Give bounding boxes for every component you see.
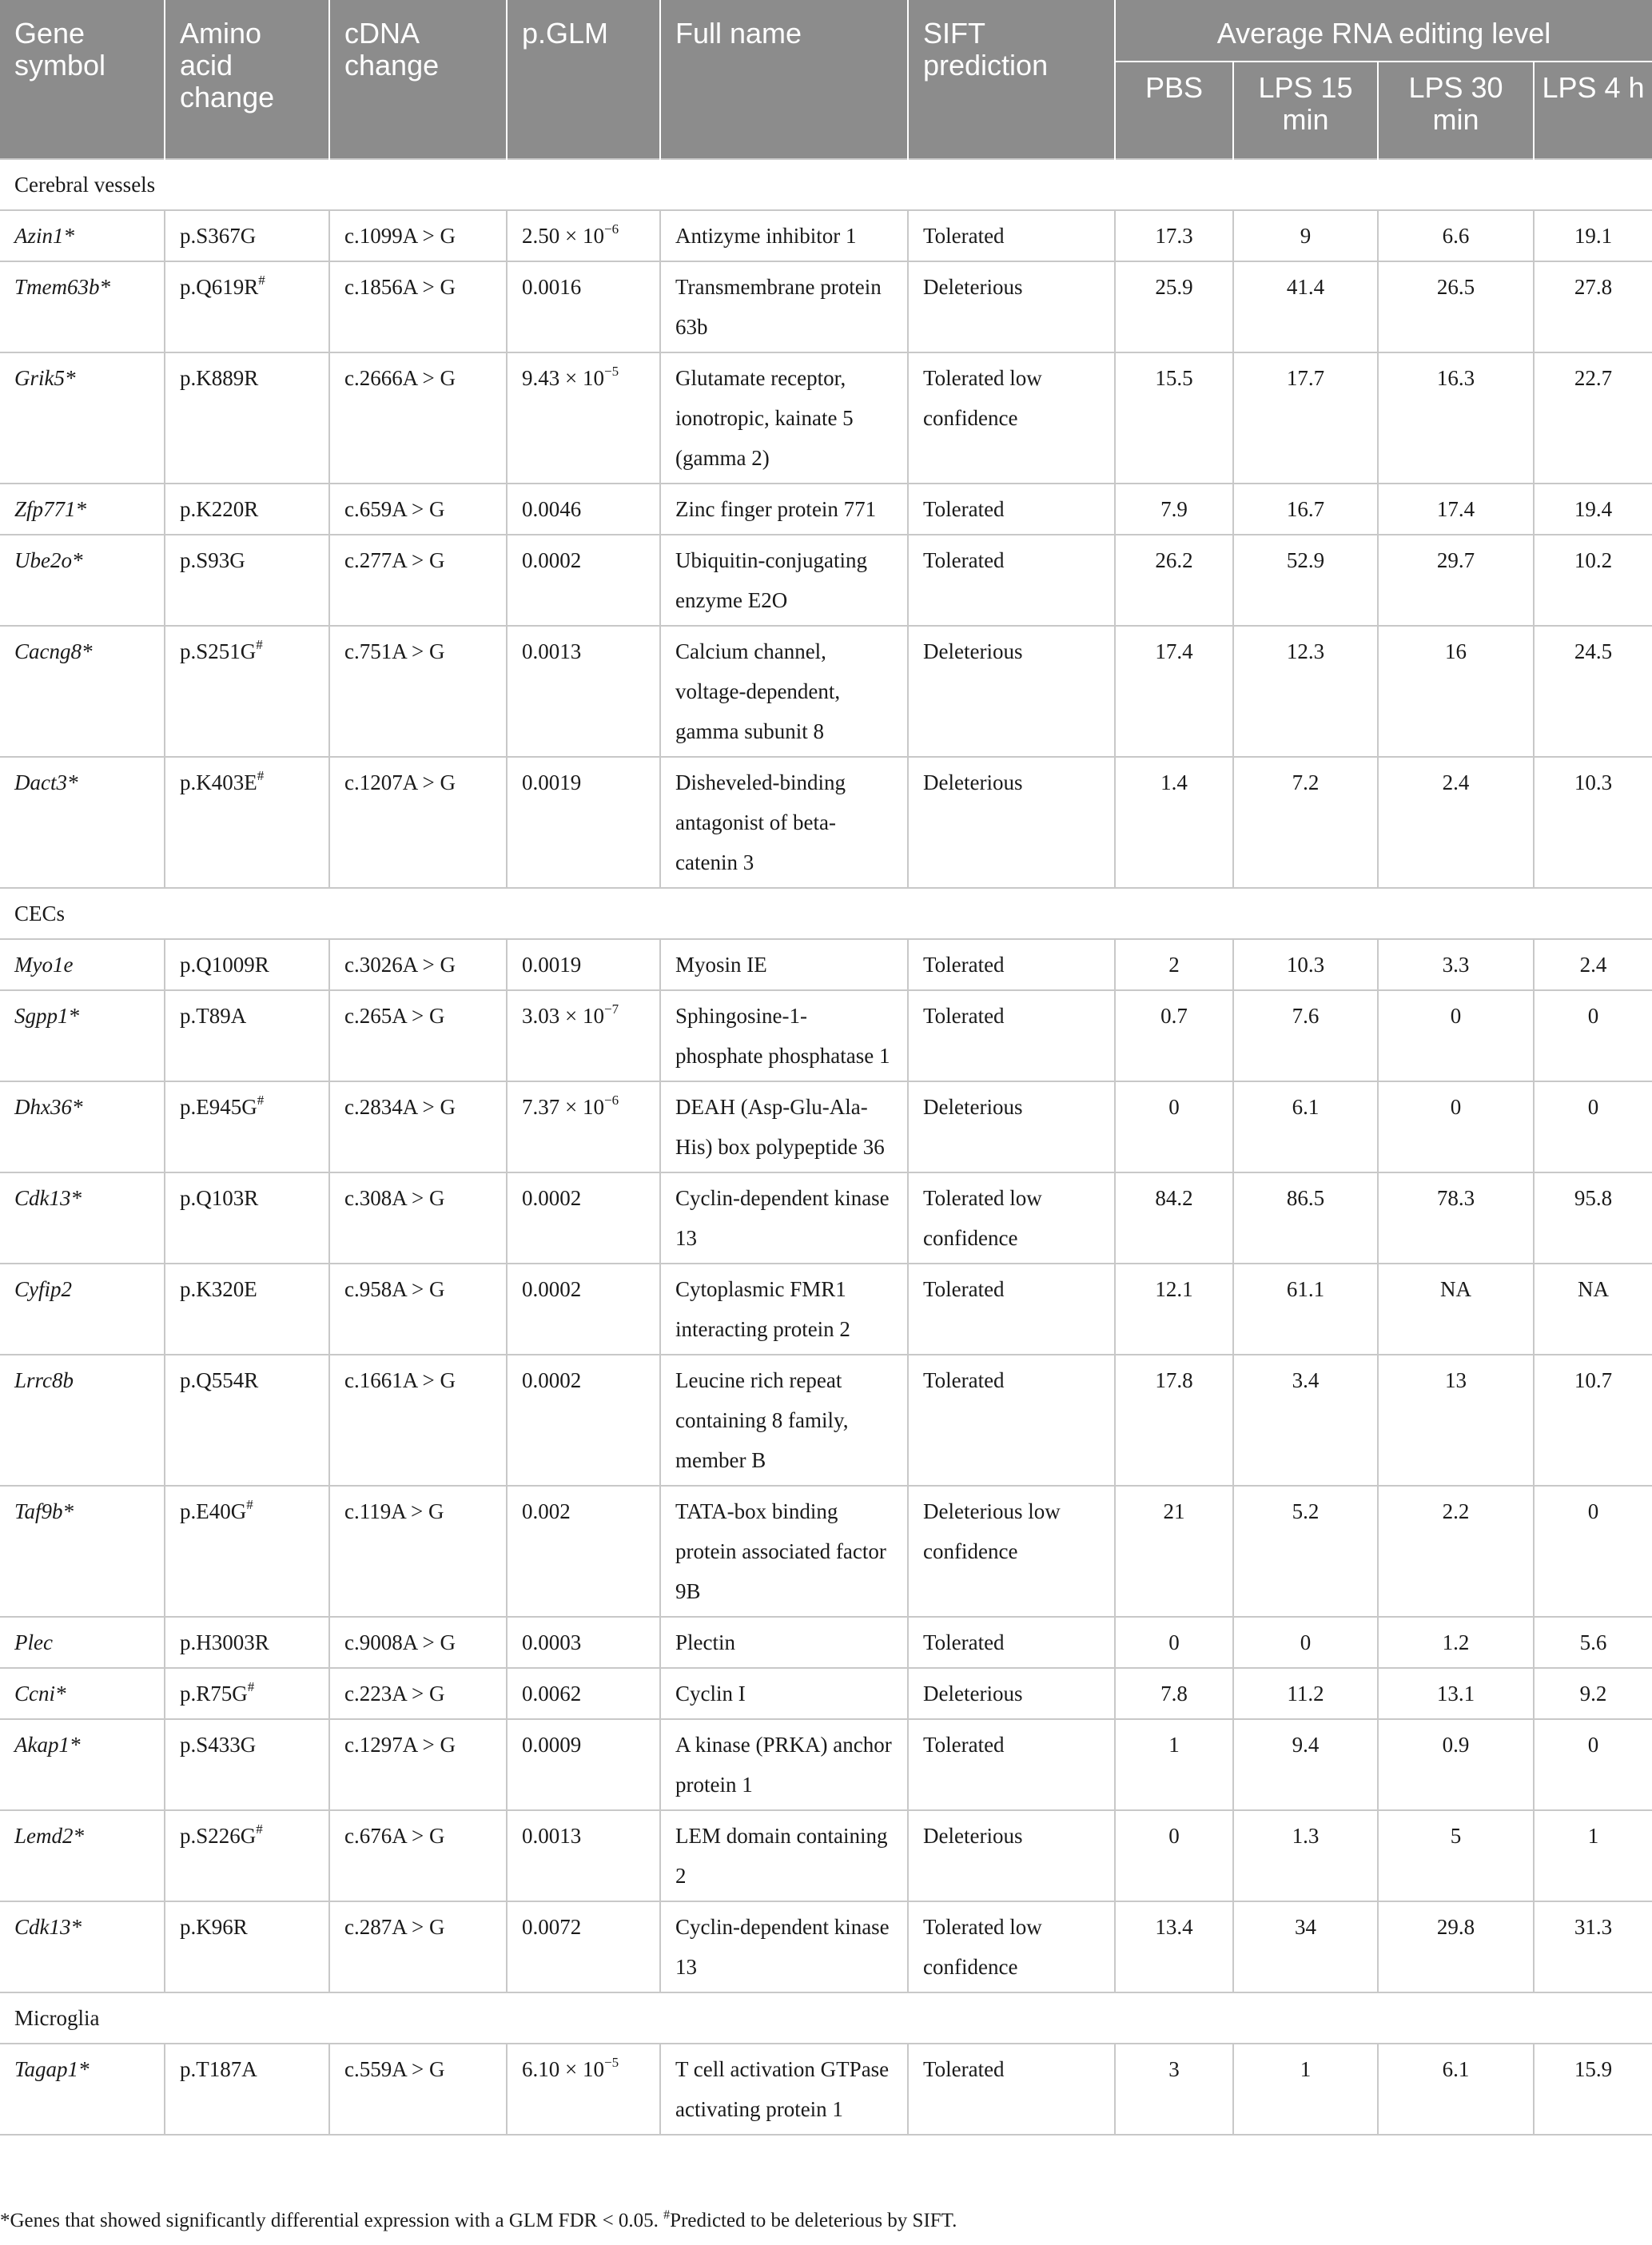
cdna-change-cell: c.119A > G xyxy=(329,1486,507,1617)
sift-prediction-cell: Tolerated xyxy=(908,1617,1115,1668)
amino-acid-change-text: p.S367G xyxy=(180,224,257,248)
amino-acid-change-text: p.S251G xyxy=(180,639,257,663)
cdna-change-cell: c.265A > G xyxy=(329,990,507,1081)
table-row xyxy=(0,1264,1652,1355)
amino-acid-change-cell xyxy=(165,626,329,757)
editing-level-cell: 34 xyxy=(1233,1901,1378,1992)
header-gene-symbol: Gene symbol xyxy=(0,0,165,159)
p-glm-cell xyxy=(507,210,660,261)
editing-level-cell: 0 xyxy=(1378,990,1534,1081)
table-row xyxy=(0,535,1652,626)
header-amino-acid-change: Amino acid change xyxy=(165,0,329,159)
full-name-cell: Leucine rich repeat containing 8 family, member B xyxy=(660,1355,908,1486)
section-row xyxy=(0,888,1652,939)
gene-symbol-cell: Tmem63b* xyxy=(0,261,165,352)
editing-level-cell: 1 xyxy=(1115,1719,1233,1810)
amino-acid-change-cell xyxy=(165,2044,329,2135)
amino-acid-change-text: p.Q103R xyxy=(180,1186,259,1210)
section-row xyxy=(0,1992,1652,2044)
sift-prediction-cell: Tolerated xyxy=(908,484,1115,535)
editing-level-cell: 26.2 xyxy=(1115,535,1233,626)
editing-level-cell: 10.2 xyxy=(1534,535,1652,626)
section-row xyxy=(0,159,1652,210)
amino-acid-change-text: p.K96R xyxy=(180,1915,248,1939)
cdna-change-cell: c.2666A > G xyxy=(329,352,507,484)
amino-acid-change-text: p.K320E xyxy=(180,1277,257,1301)
editing-level-cell: 0 xyxy=(1534,1719,1652,1810)
p-glm-value: 6.10 × 10 xyxy=(522,2057,604,2081)
editing-level-cell: NA xyxy=(1378,1264,1534,1355)
full-name-cell: Calcium channel, voltage-dependent, gamma subunit 8 xyxy=(660,626,908,757)
footnote-star: *Genes that showed significantly differential expression with a GLM FDR < 0.05. xyxy=(0,2210,659,2231)
header-p-glm: p.GLM xyxy=(507,0,660,159)
editing-level-cell: 12.1 xyxy=(1115,1264,1233,1355)
sift-prediction-cell: Tolerated xyxy=(908,210,1115,261)
header-condition-lps-30min: LPS 30 min xyxy=(1378,62,1534,159)
amino-acid-change-cell xyxy=(165,1355,329,1486)
editing-level-cell: NA xyxy=(1534,1264,1652,1355)
amino-acid-change-cell xyxy=(165,757,329,888)
full-name-cell: A kinase (PRKA) anchor protein 1 xyxy=(660,1719,908,1810)
full-name-cell: Glutamate receptor, ionotropic, kainate 5 (gamma 2) xyxy=(660,352,908,484)
sift-prediction-cell: Tolerated low confidence xyxy=(908,352,1115,484)
p-glm-value: 0.0072 xyxy=(522,1915,582,1939)
editing-level-cell: 19.1 xyxy=(1534,210,1652,261)
p-glm-value: 0.0002 xyxy=(522,548,582,572)
editing-level-cell: 10.3 xyxy=(1534,757,1652,888)
sift-prediction-cell: Tolerated xyxy=(908,1719,1115,1810)
editing-level-cell: 16.7 xyxy=(1233,484,1378,535)
p-glm-cell xyxy=(507,1810,660,1901)
p-glm-exponent: −5 xyxy=(603,2055,619,2070)
full-name-cell: Myosin IE xyxy=(660,939,908,990)
gene-symbol-cell: Lemd2* xyxy=(0,1810,165,1901)
cdna-change-cell: c.559A > G xyxy=(329,2044,507,2135)
editing-level-cell: 6.1 xyxy=(1378,2044,1534,2135)
gene-symbol-cell: Zfp771* xyxy=(0,484,165,535)
gene-symbol-cell: Plec xyxy=(0,1617,165,1668)
cdna-change-cell: c.287A > G xyxy=(329,1901,507,1992)
p-glm-exponent: −5 xyxy=(603,364,619,379)
p-glm-value: 2.50 × 10 xyxy=(522,224,604,248)
editing-level-cell: 11.2 xyxy=(1233,1668,1378,1719)
cdna-change-cell: c.1099A > G xyxy=(329,210,507,261)
editing-level-cell: 0 xyxy=(1534,1486,1652,1617)
editing-level-cell: 0.9 xyxy=(1378,1719,1534,1810)
full-name-cell: Plectin xyxy=(660,1617,908,1668)
full-name-cell: Ubiquitin-conjugating enzyme E2O xyxy=(660,535,908,626)
p-glm-cell xyxy=(507,484,660,535)
amino-acid-change-cell xyxy=(165,990,329,1081)
deleterious-mark: # xyxy=(256,637,263,652)
editing-level-cell: 29.8 xyxy=(1378,1901,1534,1992)
sift-prediction-cell: Deleterious xyxy=(908,261,1115,352)
editing-level-cell: 24.5 xyxy=(1534,626,1652,757)
cdna-change-cell: c.676A > G xyxy=(329,1810,507,1901)
header-condition-lps-15min: LPS 15 min xyxy=(1233,62,1378,159)
full-name-cell: LEM domain containing 2 xyxy=(660,1810,908,1901)
editing-level-cell: 13.4 xyxy=(1115,1901,1233,1992)
amino-acid-change-text: p.S226G xyxy=(180,1824,257,1848)
deleterious-mark: # xyxy=(246,1497,253,1512)
editing-level-cell: 7.9 xyxy=(1115,484,1233,535)
table-row xyxy=(0,2044,1652,2135)
editing-level-cell: 1.2 xyxy=(1378,1617,1534,1668)
editing-level-cell: 1 xyxy=(1534,1810,1652,1901)
editing-level-cell: 0 xyxy=(1115,1081,1233,1172)
p-glm-cell xyxy=(507,535,660,626)
full-name-cell: T cell activation GTPase activating protein 1 xyxy=(660,2044,908,2135)
editing-level-cell: 7.6 xyxy=(1233,990,1378,1081)
p-glm-cell xyxy=(507,2044,660,2135)
editing-level-cell: 1.4 xyxy=(1115,757,1233,888)
header-cdna-change: cDNA change xyxy=(329,0,507,159)
footnote-hash: Predicted to be deleterious by SIFT. xyxy=(670,2210,957,2231)
editing-level-cell: 2.4 xyxy=(1534,939,1652,990)
editing-level-cell: 3.3 xyxy=(1378,939,1534,990)
table-row xyxy=(0,757,1652,888)
deleterious-mark: # xyxy=(247,1679,255,1694)
amino-acid-change-cell xyxy=(165,210,329,261)
editing-level-cell: 0 xyxy=(1378,1081,1534,1172)
footnote-hash-mark: # xyxy=(663,2208,671,2222)
editing-level-cell: 27.8 xyxy=(1534,261,1652,352)
editing-level-cell: 3 xyxy=(1115,2044,1233,2135)
gene-symbol-cell: Tagap1* xyxy=(0,2044,165,2135)
table-row xyxy=(0,1810,1652,1901)
p-glm-cell xyxy=(507,1668,660,1719)
sift-prediction-cell: Tolerated xyxy=(908,535,1115,626)
p-glm-value: 0.0002 xyxy=(522,1277,582,1301)
amino-acid-change-cell xyxy=(165,939,329,990)
gene-symbol-cell: Akap1* xyxy=(0,1719,165,1810)
table-header xyxy=(0,0,1652,159)
p-glm-value: 0.0016 xyxy=(522,275,582,299)
p-glm-cell xyxy=(507,1617,660,1668)
sift-prediction-cell: Deleterious xyxy=(908,626,1115,757)
editing-level-cell: 5.6 xyxy=(1534,1617,1652,1668)
editing-level-cell: 9.4 xyxy=(1233,1719,1378,1810)
cdna-change-cell: c.1207A > G xyxy=(329,757,507,888)
editing-level-cell: 52.9 xyxy=(1233,535,1378,626)
p-glm-value: 9.43 × 10 xyxy=(522,366,604,390)
amino-acid-change-text: p.Q554R xyxy=(180,1368,259,1392)
cdna-change-cell: c.223A > G xyxy=(329,1668,507,1719)
amino-acid-change-cell xyxy=(165,1901,329,1992)
editing-level-cell: 17.3 xyxy=(1115,210,1233,261)
sift-prediction-cell: Deleterious xyxy=(908,1081,1115,1172)
p-glm-cell xyxy=(507,939,660,990)
table-footnote xyxy=(0,2207,1652,2235)
cdna-change-cell: c.9008A > G xyxy=(329,1617,507,1668)
header-condition-lps-4h: LPS 4 h xyxy=(1534,62,1652,159)
editing-level-cell: 16 xyxy=(1378,626,1534,757)
editing-level-cell: 41.4 xyxy=(1233,261,1378,352)
p-glm-exponent: −7 xyxy=(603,1001,619,1017)
gene-symbol-cell: Dact3* xyxy=(0,757,165,888)
sift-prediction-cell: Deleterious xyxy=(908,1668,1115,1719)
p-glm-cell xyxy=(507,1081,660,1172)
p-glm-value: 0.0019 xyxy=(522,953,582,977)
amino-acid-change-cell xyxy=(165,1617,329,1668)
p-glm-exponent: −6 xyxy=(603,221,619,237)
sift-prediction-cell: Tolerated xyxy=(908,939,1115,990)
amino-acid-change-cell xyxy=(165,1486,329,1617)
table-row xyxy=(0,261,1652,352)
p-glm-exponent: −6 xyxy=(603,1093,619,1108)
section-title: CECs xyxy=(0,888,1652,939)
gene-symbol-cell: Ccni* xyxy=(0,1668,165,1719)
cdna-change-cell: c.751A > G xyxy=(329,626,507,757)
editing-level-cell: 25.9 xyxy=(1115,261,1233,352)
editing-level-cell: 2.2 xyxy=(1378,1486,1534,1617)
p-glm-cell xyxy=(507,1901,660,1992)
editing-level-cell: 10.7 xyxy=(1534,1355,1652,1486)
section-title: Microglia xyxy=(0,1992,1652,2044)
p-glm-cell xyxy=(507,1264,660,1355)
editing-level-cell: 17.8 xyxy=(1115,1355,1233,1486)
section-title: Cerebral vessels xyxy=(0,159,1652,210)
editing-level-cell: 1.3 xyxy=(1233,1810,1378,1901)
p-glm-value: 0.0003 xyxy=(522,1630,582,1654)
deleterious-mark: # xyxy=(258,273,265,288)
editing-level-cell: 0 xyxy=(1233,1617,1378,1668)
amino-acid-change-cell xyxy=(165,1081,329,1172)
full-name-cell: Cytoplasmic FMR1 interacting protein 2 xyxy=(660,1264,908,1355)
amino-acid-change-cell xyxy=(165,1719,329,1810)
editing-level-cell: 0.7 xyxy=(1115,990,1233,1081)
gene-symbol-cell: Myo1e xyxy=(0,939,165,990)
table-row xyxy=(0,1355,1652,1486)
deleterious-mark: # xyxy=(257,768,265,783)
sift-prediction-cell: Tolerated xyxy=(908,2044,1115,2135)
table-row xyxy=(0,484,1652,535)
editing-level-cell: 9 xyxy=(1233,210,1378,261)
amino-acid-change-text: p.S433G xyxy=(180,1733,257,1757)
table-row xyxy=(0,1719,1652,1810)
sift-prediction-cell: Tolerated xyxy=(908,990,1115,1081)
amino-acid-change-text: p.K220R xyxy=(180,497,259,521)
p-glm-value: 0.0046 xyxy=(522,497,582,521)
table-row xyxy=(0,1081,1652,1172)
gene-symbol-cell: Azin1* xyxy=(0,210,165,261)
table-row xyxy=(0,352,1652,484)
editing-level-cell: 16.3 xyxy=(1378,352,1534,484)
p-glm-cell xyxy=(507,626,660,757)
amino-acid-change-text: p.K403E xyxy=(180,770,257,794)
gene-symbol-cell: Cyfip2 xyxy=(0,1264,165,1355)
header-full-name: Full name xyxy=(660,0,908,159)
p-glm-value: 0.0013 xyxy=(522,1824,582,1848)
editing-level-cell: 17.7 xyxy=(1233,352,1378,484)
editing-level-cell: 19.4 xyxy=(1534,484,1652,535)
editing-level-cell: 2.4 xyxy=(1378,757,1534,888)
table-row xyxy=(0,1901,1652,1992)
amino-acid-change-text: p.H3003R xyxy=(180,1630,269,1654)
gene-symbol-cell: Sgpp1* xyxy=(0,990,165,1081)
editing-level-cell: 12.3 xyxy=(1233,626,1378,757)
header-sift-prediction: SIFT prediction xyxy=(908,0,1115,159)
amino-acid-change-cell xyxy=(165,352,329,484)
gene-symbol-cell: Dhx36* xyxy=(0,1081,165,1172)
editing-level-cell: 0 xyxy=(1534,1081,1652,1172)
editing-level-cell: 61.1 xyxy=(1233,1264,1378,1355)
sift-prediction-cell: Deleterious xyxy=(908,1810,1115,1901)
sift-prediction-cell: Deleterious xyxy=(908,757,1115,888)
header-condition-pbs: PBS xyxy=(1115,62,1233,159)
editing-level-cell: 17.4 xyxy=(1115,626,1233,757)
amino-acid-change-text: p.T187A xyxy=(180,2057,257,2081)
gene-symbol-cell: Cacng8* xyxy=(0,626,165,757)
sift-prediction-cell: Tolerated low confidence xyxy=(908,1901,1115,1992)
p-glm-cell xyxy=(507,1355,660,1486)
amino-acid-change-cell xyxy=(165,1264,329,1355)
amino-acid-change-cell xyxy=(165,261,329,352)
amino-acid-change-text: p.Q1009R xyxy=(180,953,269,977)
editing-level-cell: 9.2 xyxy=(1534,1668,1652,1719)
full-name-cell: Cyclin-dependent kinase 13 xyxy=(660,1901,908,1992)
editing-level-cell: 0 xyxy=(1534,990,1652,1081)
editing-level-cell: 21 xyxy=(1115,1486,1233,1617)
cdna-change-cell: c.2834A > G xyxy=(329,1081,507,1172)
editing-level-cell: 7.8 xyxy=(1115,1668,1233,1719)
sift-prediction-cell: Deleterious low confidence xyxy=(908,1486,1115,1617)
gene-symbol-cell: Lrrc8b xyxy=(0,1355,165,1486)
editing-level-cell: 0 xyxy=(1115,1617,1233,1668)
p-glm-cell xyxy=(507,261,660,352)
gene-symbol-cell: Cdk13* xyxy=(0,1172,165,1264)
amino-acid-change-cell xyxy=(165,535,329,626)
editing-level-cell: 15.9 xyxy=(1534,2044,1652,2135)
cdna-change-cell: c.958A > G xyxy=(329,1264,507,1355)
editing-level-cell: 6.6 xyxy=(1378,210,1534,261)
p-glm-value: 0.0002 xyxy=(522,1186,582,1210)
editing-level-cell: 22.7 xyxy=(1534,352,1652,484)
amino-acid-change-text: p.E945G xyxy=(180,1095,257,1119)
cdna-change-cell: c.308A > G xyxy=(329,1172,507,1264)
p-glm-cell xyxy=(507,1172,660,1264)
editing-level-cell: 26.5 xyxy=(1378,261,1534,352)
p-glm-value: 3.03 × 10 xyxy=(522,1004,604,1028)
full-name-cell: Antizyme inhibitor 1 xyxy=(660,210,908,261)
editing-level-cell: 13 xyxy=(1378,1355,1534,1486)
editing-level-cell: 6.1 xyxy=(1233,1081,1378,1172)
cdna-change-cell: c.277A > G xyxy=(329,535,507,626)
cdna-change-cell: c.1297A > G xyxy=(329,1719,507,1810)
amino-acid-change-text: p.S93G xyxy=(180,548,245,572)
full-name-cell: Cyclin-dependent kinase 13 xyxy=(660,1172,908,1264)
table-row xyxy=(0,1668,1652,1719)
full-name-cell: Cyclin I xyxy=(660,1668,908,1719)
amino-acid-change-text: p.E40G xyxy=(180,1499,247,1523)
p-glm-cell xyxy=(507,1719,660,1810)
gene-symbol-cell: Grik5* xyxy=(0,352,165,484)
editing-level-cell: 29.7 xyxy=(1378,535,1534,626)
gene-symbol-cell: Taf9b* xyxy=(0,1486,165,1617)
table-row xyxy=(0,626,1652,757)
p-glm-value: 0.002 xyxy=(522,1499,571,1523)
cdna-change-cell: c.659A > G xyxy=(329,484,507,535)
full-name-cell: Disheveled-binding antagonist of beta-catenin 3 xyxy=(660,757,908,888)
sift-prediction-cell: Tolerated xyxy=(908,1355,1115,1486)
header-editing-level-group: Average RNA editing level xyxy=(1115,0,1652,62)
deleterious-mark: # xyxy=(257,1093,265,1108)
amino-acid-change-cell xyxy=(165,484,329,535)
editing-level-cell: 10.3 xyxy=(1233,939,1378,990)
amino-acid-change-text: p.Q619R xyxy=(180,275,259,299)
sift-prediction-cell: Tolerated low confidence xyxy=(908,1172,1115,1264)
full-name-cell: TATA-box binding protein associated factor 9B xyxy=(660,1486,908,1617)
table-row xyxy=(0,939,1652,990)
p-glm-value: 0.0002 xyxy=(522,1368,582,1392)
p-glm-cell xyxy=(507,1486,660,1617)
editing-level-cell: 78.3 xyxy=(1378,1172,1534,1264)
table-row xyxy=(0,1172,1652,1264)
p-glm-cell xyxy=(507,990,660,1081)
p-glm-value: 0.0019 xyxy=(522,770,582,794)
p-glm-cell xyxy=(507,352,660,484)
cdna-change-cell: c.1856A > G xyxy=(329,261,507,352)
amino-acid-change-cell xyxy=(165,1810,329,1901)
p-glm-value: 7.37 × 10 xyxy=(522,1095,604,1119)
amino-acid-change-cell xyxy=(165,1172,329,1264)
gene-symbol-cell: Ube2o* xyxy=(0,535,165,626)
editing-level-cell: 95.8 xyxy=(1534,1172,1652,1264)
p-glm-cell xyxy=(507,757,660,888)
editing-level-cell: 0 xyxy=(1115,1810,1233,1901)
editing-level-cell: 2 xyxy=(1115,939,1233,990)
amino-acid-change-text: p.T89A xyxy=(180,1004,247,1028)
editing-level-cell: 31.3 xyxy=(1534,1901,1652,1992)
editing-level-cell: 5.2 xyxy=(1233,1486,1378,1617)
amino-acid-change-cell xyxy=(165,1668,329,1719)
table-row xyxy=(0,990,1652,1081)
full-name-cell: Zinc finger protein 771 xyxy=(660,484,908,535)
full-name-cell: DEAH (Asp-Glu-Ala-His) box polypeptide 36 xyxy=(660,1081,908,1172)
table-row xyxy=(0,1617,1652,1668)
editing-level-cell: 15.5 xyxy=(1115,352,1233,484)
sift-prediction-cell: Tolerated xyxy=(908,1264,1115,1355)
editing-level-cell: 5 xyxy=(1378,1810,1534,1901)
p-glm-value: 0.0062 xyxy=(522,1682,582,1706)
full-name-cell: Transmembrane protein 63b xyxy=(660,261,908,352)
editing-level-cell: 13.1 xyxy=(1378,1668,1534,1719)
editing-level-cell: 84.2 xyxy=(1115,1172,1233,1264)
cdna-change-cell: c.1661A > G xyxy=(329,1355,507,1486)
editing-level-cell: 86.5 xyxy=(1233,1172,1378,1264)
table-row xyxy=(0,210,1652,261)
cdna-change-cell: c.3026A > G xyxy=(329,939,507,990)
p-glm-value: 0.0009 xyxy=(522,1733,582,1757)
editing-level-cell: 17.4 xyxy=(1378,484,1534,535)
gene-symbol-cell: Cdk13* xyxy=(0,1901,165,1992)
amino-acid-change-text: p.K889R xyxy=(180,366,259,390)
editing-level-cell: 3.4 xyxy=(1233,1355,1378,1486)
table-body xyxy=(0,159,1652,2135)
amino-acid-change-text: p.R75G xyxy=(180,1682,248,1706)
deleterious-mark: # xyxy=(256,1821,263,1837)
table-row xyxy=(0,1486,1652,1617)
editing-level-cell: 7.2 xyxy=(1233,757,1378,888)
full-name-cell: Sphingosine-1-phosphate phosphatase 1 xyxy=(660,990,908,1081)
editing-level-cell: 1 xyxy=(1233,2044,1378,2135)
p-glm-value: 0.0013 xyxy=(522,639,582,663)
